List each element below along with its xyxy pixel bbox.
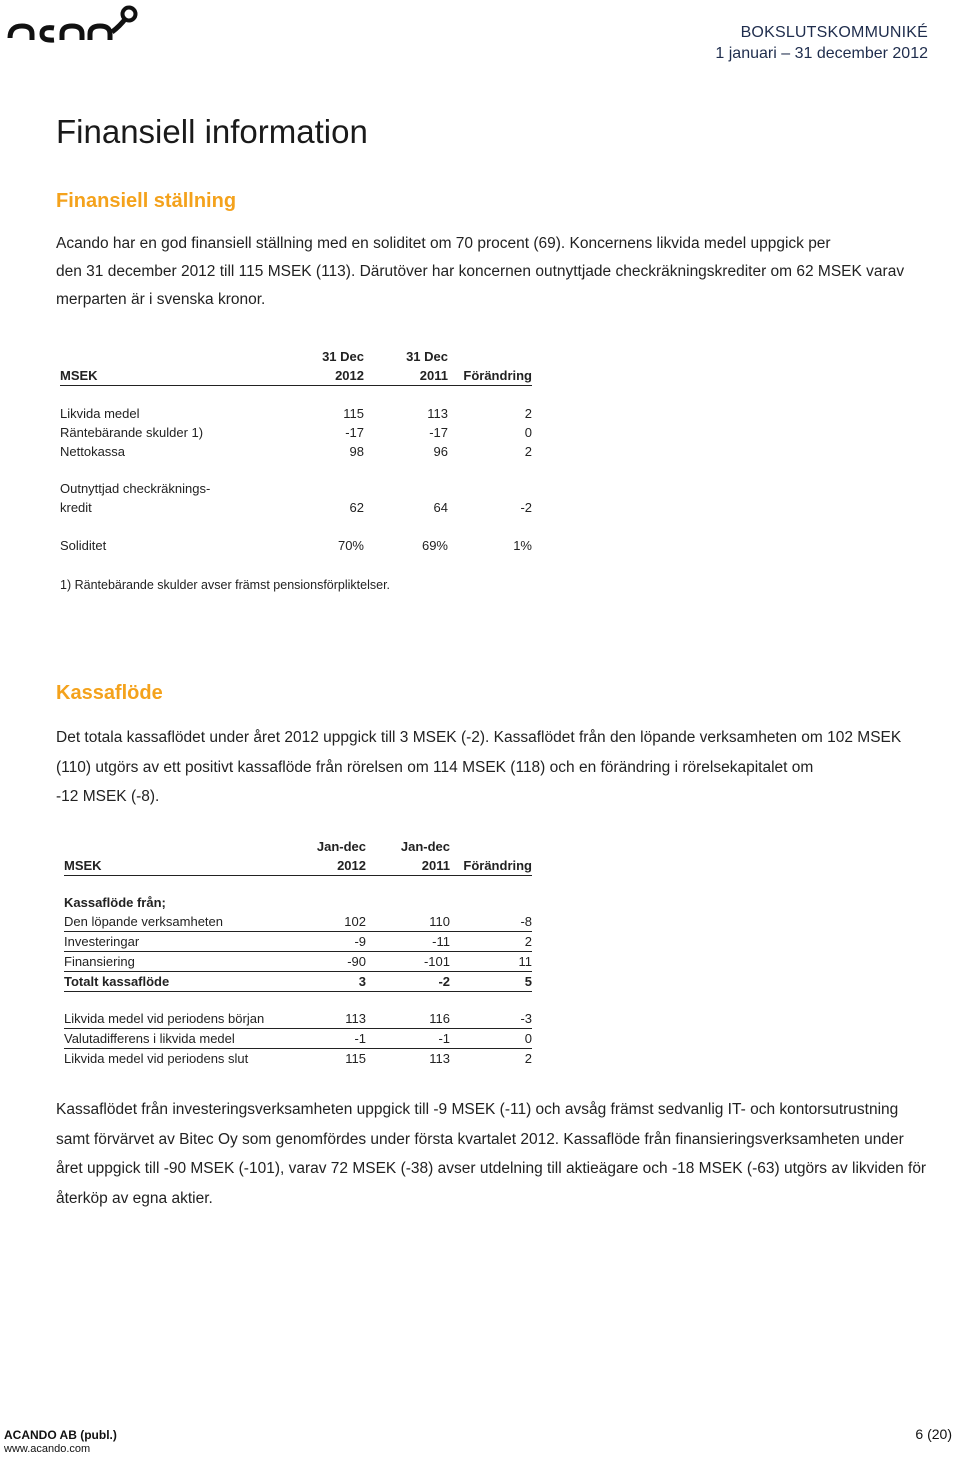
- cash-flow-closing-text: [56, 1095, 926, 1213]
- acando-logo: [4, 4, 144, 44]
- table-header-row: MSEK 2012 2011 Förändring: [60, 366, 532, 386]
- table-row: Nettokassa 98 96 2: [60, 444, 532, 459]
- document-title: BOKSLUTSKOMMUNIKÉ: [740, 24, 928, 41]
- paragraph-line: samt förvärvet av Bitec Oy som genomfördes under första kvartalet 2012. Kassaflöde från finansieringsverksamheten under: [56, 1130, 904, 1148]
- paragraph-line: merparten är i svenska kronor.: [56, 291, 266, 308]
- paragraph-line: (110) utgörs av ett positivt kassaflöde från rörelsen om 114 MSEK (118) och en förändring i rörelsekapitalet om: [56, 758, 814, 776]
- table-header-row: 31 Dec 31 Dec: [322, 349, 448, 364]
- footer-company: ACANDO AB (publ.): [4, 1428, 117, 1442]
- table-row: Likvida medel vid periodens början 113 116 -3: [64, 1009, 532, 1029]
- table-row: Valutadifferens i likvida medel -1 -1 0: [64, 1029, 532, 1049]
- logo-text: acando: [4, 44, 8, 45]
- table-footnote: 1) Räntebärande skulder avser främst pensionsförpliktelser.: [60, 578, 391, 592]
- paragraph-line: året uppgick till -90 MSEK (-101), varav 72 MSEK (-38) avser utdelning till aktieägare och -18 MSEK (-63) utgörs av likviden för: [56, 1160, 927, 1177]
- footer-website-link[interactable]: www.acando.com: [4, 1443, 91, 1455]
- table-row: Likvida medel vid periodens slut 115 113 2: [64, 1051, 532, 1066]
- cash-flow-table: [64, 837, 532, 1068]
- table-row: Räntebärande skulder 1) -17 -17 0: [60, 425, 532, 440]
- paragraph-line: Kassaflödet från investeringsverksamheten uppgick till -9 MSEK (-11) och avsåg främst sedvanlig IT- och kontorsutrustning: [56, 1101, 899, 1118]
- table-header-row: MSEK 2012 2011 Förändring: [64, 856, 532, 876]
- financial-position-table: [60, 347, 532, 555]
- paragraph-line: -12 MSEK (-8).: [56, 788, 160, 805]
- table-total-row: Totalt kassaflöde 3 -2 5: [64, 972, 532, 992]
- table-row: Investeringar -9 -11 2: [64, 932, 532, 952]
- table-row: Likvida medel 115 113 2: [60, 406, 532, 421]
- paragraph-line: Det totala kassaflödet under året 2012 uppgick till 3 MSEK (-2). Kassaflödet från den löpande verksamheten om 102 MSEK: [56, 729, 902, 746]
- report-period: 1 januari – 31 december 2012: [715, 45, 928, 62]
- financial-position-text: [56, 230, 904, 314]
- table-row: Den löpande verksamheten 102 110 -8: [64, 912, 532, 932]
- paragraph-line: Acando har en god finansiell ställning med en soliditet om 70 procent (69). Koncernens likvida medel uppgick per: [56, 235, 831, 252]
- table-row: Finansiering -90 -101 11: [64, 952, 532, 972]
- section-heading-financial-position: Finansiell ställning: [56, 190, 237, 212]
- page-number: 6 (20): [915, 1426, 952, 1442]
- table-row: Outnyttjad checkräknings-: [60, 481, 211, 496]
- page-title: Finansiell information: [56, 113, 368, 150]
- paragraph-line: återköp av egna aktier.: [56, 1189, 213, 1207]
- cash-flow-text: [56, 723, 901, 812]
- table-subheading-row: Kassaflöde från;: [64, 895, 166, 910]
- table-row: kredit 62 64 -2: [60, 500, 532, 515]
- table-row: Soliditet 70% 69% 1%: [60, 538, 532, 553]
- section-heading-cash-flow: Kassaflöde: [56, 682, 163, 704]
- table-header-row: Jan-dec Jan-dec: [316, 839, 450, 854]
- paragraph-line: den 31 december 2012 till 115 MSEK (113). Därutöver har koncernen outnyttjade checkräkningskrediter om 62 MSEK varav: [56, 263, 905, 280]
